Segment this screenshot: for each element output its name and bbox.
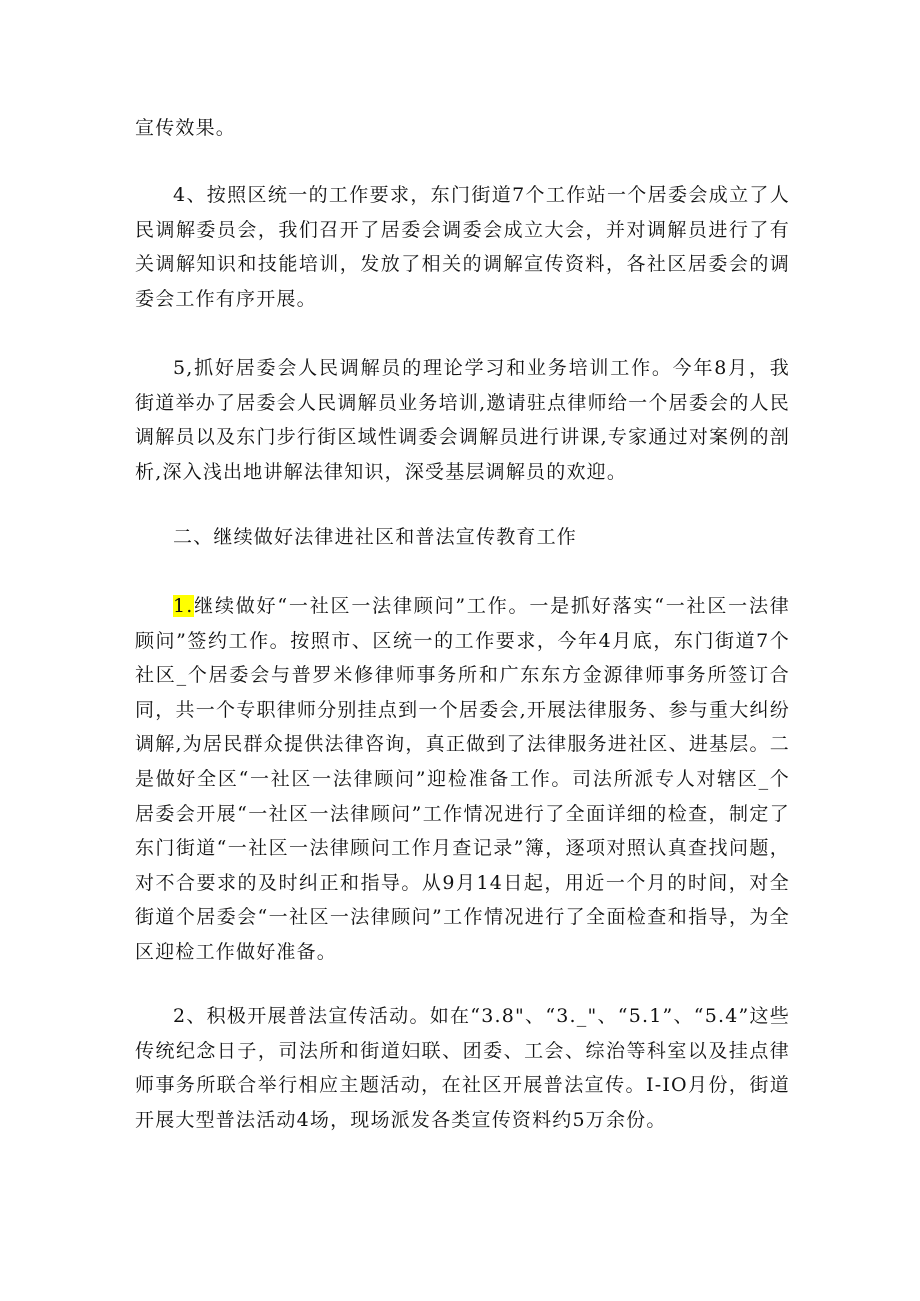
paragraph-1-legal-advisor (135, 589, 790, 970)
paragraph-text: 宣传效果。 (135, 117, 237, 139)
paragraph-text: 继续做好“一社区一法律顾问”工作。一是抓好落实“一社区一法律顾问”签约工作。按照市、区统一的工作要求，今年4月底，东门街道7个社区_个居委会与普罗米修律师事务所和广东东方金源律师事务所签订合同，共一个专职律师分别挂点到一个居委会,开展法律服务、参与重大纠纷调解,为居民群众提供法律咨询，真正做到了法律服务进社区、进基层。二是做好全区“一社区一法律顾问”迎检准备工作。司法所派专人对辖区_个居委会开展“一社区一法律顾问”工作情况进行了全面详细的检查，制定了东门街道“一社区一法律顾问工作月查记录”簿，逐项对照认真查找问题，对不合要求的及时纠正和指导。从9月14日起，用近一个月的时间，对全街道个居委会“一社区一法律顾问”工作情况进行了全面检查和指导，为全区迎检工作做好准备。 (135, 595, 790, 963)
paragraph-continuation (135, 111, 790, 146)
paragraph-text: 2、积极开展普法宣传活动。如在“3.8"、“3._"、“5.1”、“5.4”这些传统纪念日子，司法所和街道妇联、团委、工会、综治等科室以及挂点律师事务所联合举行相应主题活动，在社区开展普法宣传。I-IO月份，街道开展大型普法活动4场，现场派发各类宣传资料约5万余份。 (135, 1005, 790, 1131)
paragraph-4-mediation-committee (135, 178, 790, 316)
paragraph-5-mediator-training (135, 351, 790, 489)
section-heading-legal-outreach (135, 520, 790, 555)
paragraph-2-publicity-activities (135, 999, 790, 1137)
paragraph-text: 5,抓好居委会人民调解员的理论学习和业务培训工作。今年8月，我街道举办了居委会人民调解员业务培训,邀请驻点律师给一个居委会的人民调解员以及东门步行街区域性调委会调解员进行讲课,专家通过对案例的剖析,深入浅出地讲解法律知识，深受基层调解员的欢迎。 (135, 357, 790, 483)
highlighted-list-marker: 1. (173, 595, 194, 617)
paragraph-text: 4、按照区统一的工作要求，东门街道7个工作站一个居委会成立了人民调解委员会，我们召开了居委会调委会成立大会，并对调解员进行了有关调解知识和技能培训，发放了相关的调解宣传资料，各社区居委会的调委会工作有序开展。 (135, 184, 790, 310)
section-heading-text: 二、继续做好法律进社区和普法宣传教育工作 (173, 526, 578, 548)
